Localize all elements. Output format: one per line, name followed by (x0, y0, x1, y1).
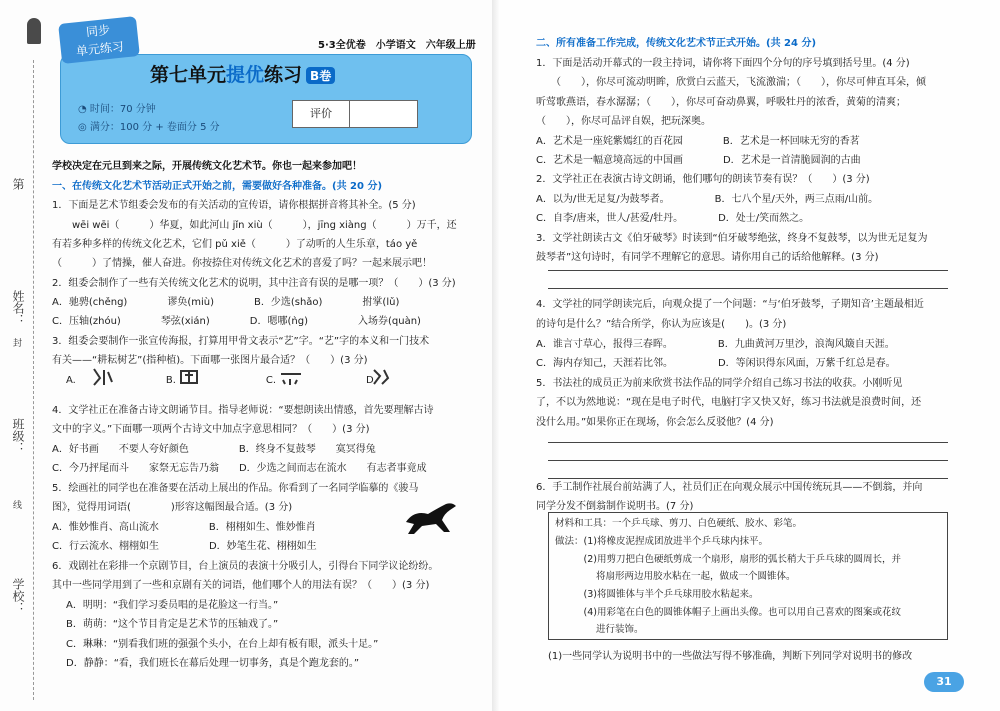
question-line: 图》，觉得用词语( )形容这幅图最合适。(3 分) (52, 502, 293, 513)
answer-line[interactable] (548, 442, 948, 443)
fold-mark: 线 (11, 500, 21, 509)
question-line: C．艺术是一幅意境高远的中国画 D．艺术是一首清脆圆润的古曲 (536, 155, 861, 166)
score-text: 满分：100 分 + 卷面分 5 分 (89, 122, 220, 133)
answer-line[interactable] (548, 270, 948, 271)
star-icon: ◎ (78, 122, 90, 133)
question-line: 6．手工制作社展台前站满了人，社员们正在向观众展示中国传统玩具——不倒翁，并向 (536, 482, 923, 493)
question-line: 有关——“耕耘树艺”(指种植)。下面哪一张图片最合适？（ ）(3 分) (52, 355, 368, 366)
question-line: A．好书画 不要人夸好颜色 B．终身不复鼓琴 寞冥得兔 (52, 444, 376, 455)
question-line: A．惟妙惟肖、高山流水 B．栩栩如生、惟妙惟肖 (52, 522, 316, 533)
question-line: 2．文学社正在表演古诗文朗诵，他们哪句的朗读节奏有误？（ ）(3 分) (536, 174, 870, 185)
question-line: 听莺歌燕语，春水潺潺；（ ），你尽可奋动鼻翼，呼吸牡丹的浓香，黄菊的清爽； (536, 97, 906, 108)
question-line: 的诗句是什么？”结合所学，你认为应该是( )。(3 分) (536, 319, 787, 330)
fold-mark: 第 (11, 178, 25, 190)
question-line: A．明明：“我们学习委员唱的是花脸这一行当。” (66, 600, 279, 611)
evaluation-label: 评价 (293, 101, 350, 127)
oracle-glyph-b (176, 366, 202, 388)
question-line: 2．组委会制作了一些有关传统文化艺术的说明，其中注音有误的是哪一项？（ ）(3 分) (52, 278, 456, 289)
evaluation-field[interactable] (350, 101, 417, 127)
question-line: 同学分发不倒翁制作说明书。(7 分) (536, 501, 694, 512)
question-line: 5．绘画社的同学也在准备要在活动上展出的作品。你看到了一名同学临摹的《骏马 (52, 483, 419, 494)
question-line: A．驰骋(chěng) 谬奂(miù) B．少选(shǎo) 拊掌(lǔ) (52, 297, 400, 308)
fold-line (33, 60, 35, 700)
question-line: A．艺术是一座姹紫嫣红的百花园 B．艺术是一杯回味无穷的香茗 (536, 136, 860, 147)
question-line: 1．下面是艺术节组委会发布的有关活动的宣传语，请你根据拼音将其补全。(5 分) (52, 200, 416, 211)
craft-instructions-box (548, 512, 948, 640)
question-line: 3．组委会要制作一张宣传海报，打算用甲骨文表示“艺”字。“艺”字的本义和一门技术 (52, 336, 430, 347)
class-label: 班级： (11, 418, 25, 454)
question-line: C．行云流水、栩栩如生 D．妙笔生花、栩栩如生 (52, 541, 317, 552)
score-info (78, 118, 220, 133)
question-line: A. B. C. D. (66, 375, 377, 386)
version-badge: B卷 (306, 67, 335, 84)
question-line: 4．文学社正在准备古诗文朗诵节目。指导老师说：“要想朗读出情感，首先要理解古诗 (52, 405, 434, 416)
page-title (150, 60, 335, 87)
instruction-line: 材料和工具：一个乒乓球、剪刀、白色硬纸、胶水、彩笔。 (555, 518, 803, 529)
series-tag-line1: 同步 (85, 22, 111, 40)
fold-mark: 封 (11, 338, 21, 347)
question-line: 4．文学社的同学朗读完后，向观众提了一个问题：“与‘伯牙鼓琴，子期知音’主题最相近 (536, 299, 924, 310)
oracle-glyph-a (90, 366, 116, 388)
question-line: （ ），你尽可流动明眸，欣赏白云蓝天，飞流激湍；（ ），你尽可伸直耳朵，倾 (536, 77, 926, 88)
binding-margin (0, 0, 46, 711)
section-heading: 二、所有准备工作完成，传统文化艺术节正式开始。(共 24 分) (536, 38, 817, 49)
time-text: 时间：70 分钟 (89, 104, 156, 115)
question-line: 6．戏剧社在彩排一个京剧节目，台上演员的表演十分吸引人，引得台下同学议论纷纷。 (52, 561, 439, 572)
instruction-line: (3)将圆锥体与半个乒乓球用胶水粘起来。 (555, 589, 759, 600)
question-line: 5．书法社的成员正为前来欣赏书法作品的同学介绍自己练习书法的收获。小刚听见 (536, 378, 903, 389)
question-line: C．今乃抨尾而斗 家祭无忘告乃翁 D．少选之间而志在流水 有志者事竟成 (52, 463, 427, 474)
intro-text: 学校决定在元旦到来之际，开展传统文化艺术节。你也一起来参加吧！ (52, 161, 362, 172)
instruction-line: 将扇形两边用胶水粘在一起，做成一个圆锥体。 (555, 571, 796, 582)
question-line: 有若多种多样的传统文化艺术，它们 pǔ xiě（ ）了动听的人生乐章，táo yě (52, 239, 418, 250)
time-info (78, 100, 156, 115)
oracle-glyph-c (278, 366, 304, 388)
question-line: C．压轴(zhóu) 琴弦(xián) D．嗯哪(ǹg) 入场券(quàn) (52, 316, 421, 327)
answer-line[interactable] (548, 478, 948, 479)
question-line: A．以为/世无足复/为鼓琴者。 B．七八个星/天外，两三点雨/山前。 (536, 194, 879, 205)
question-line: 3．文学社朗读古文《伯牙破琴》时读到“伯牙破琴绝弦，终身不复鼓琴，以为世无足复为 (536, 233, 928, 244)
question-line: 了，不以为然地说：“现在是电子时代，电脑打字又快又好，练习书法就是浪费时间，还 (536, 397, 922, 408)
page-number: 31 (924, 672, 964, 692)
book-info: 5·3全优卷 小学语文 六年级上册 (318, 40, 476, 51)
title-highlight: 提优 (226, 64, 265, 86)
instruction-line: (4)用彩笔在白色的圆锥体帽子上画出头像。也可以用自己喜欢的图案或花纹 (555, 607, 901, 618)
title-part: 练习 (264, 64, 303, 86)
question-line: C．自李/唐来，世人/甚爱/牡丹。 D．处士/笑而然之。 (536, 213, 810, 224)
name-label: 姓名： (11, 290, 25, 326)
oracle-glyph-d (368, 366, 394, 388)
question-line: (1)一些同学认为说明书中的一些做法写得不够准确，判断下列同学对说明书的修改 (548, 651, 913, 662)
question-line: 鼓琴者”这句诗时，有同学不理解它的意思。请你用自己的话给他解释。(3 分) (536, 252, 879, 263)
question-line: 文中的字义。”下面哪一项两个古诗文中加点字意思相同？（ ）(3 分) (52, 424, 370, 435)
horse-painting (400, 496, 460, 538)
question-line: （ ），你尽可品评自娱，把玩深奥。 (536, 116, 711, 127)
question-line: wēi wēi（ ）华夏，如此河山 jǐn xiù（ ），jīng xiàng（ ）万千，还 (52, 220, 457, 231)
school-label: 学校： (11, 578, 25, 614)
series-tag-line2: 单元练习 (75, 39, 125, 59)
question-line: 其中一些同学用到了一些和京剧有关的词语，他们哪个人的用法有误？（ ）(3 分) (52, 580, 430, 591)
rocket-icon (27, 18, 41, 44)
question-line: 1．下面是活动开幕式的一段主持词，请你将下面四个分句的序号填到括号里。(4 分) (536, 58, 910, 69)
question-line: C．琳琳：“别看我们班的强强个头小，在台上却有板有眼，派头十足。” (66, 639, 379, 650)
instruction-line: 进行装饰。 (555, 624, 644, 635)
title-part: 第七单元 (150, 64, 227, 86)
evaluation-box (292, 100, 418, 128)
series-tag (58, 16, 140, 64)
answer-line[interactable] (548, 288, 948, 289)
question-line: A．谁言寸草心，报得三春晖。 B．九曲黄河万里沙，浪淘风簸自天涯。 (536, 339, 895, 350)
question-line: 没什么用。”如果你正在现场，你会怎么反驳他？(4 分) (536, 417, 774, 428)
answer-line[interactable] (548, 460, 948, 461)
instruction-line: (2)用剪刀把白色硬纸剪成一个扇形，扇形的弧长稍大于乒乓球的圆周长，并 (555, 554, 901, 565)
question-line: B．萌萌：“这个节目肯定是艺术节的压轴戏了。” (66, 619, 279, 630)
question-line: （ ）了情操，催人奋进。你按捺住对传统文化艺术的喜爱了吗？一起来展示吧！ (52, 258, 432, 269)
instruction-line: 做法：(1)将橡皮泥捏成团放进半个乒乓球内抹平。 (555, 536, 768, 547)
question-line: C．海内存知己，天涯若比邻。 D．等闲识得东风面，万紫千红总是春。 (536, 358, 896, 369)
question-line: D．静静：“看，我们班长在幕后处理一切事务，真是个跑龙套的。” (66, 658, 360, 669)
section-heading: 一、在传统文化艺术节活动正式开始之前，需要做好各种准备。(共 20 分) (52, 181, 383, 192)
clock-icon: ◔ (78, 104, 90, 115)
